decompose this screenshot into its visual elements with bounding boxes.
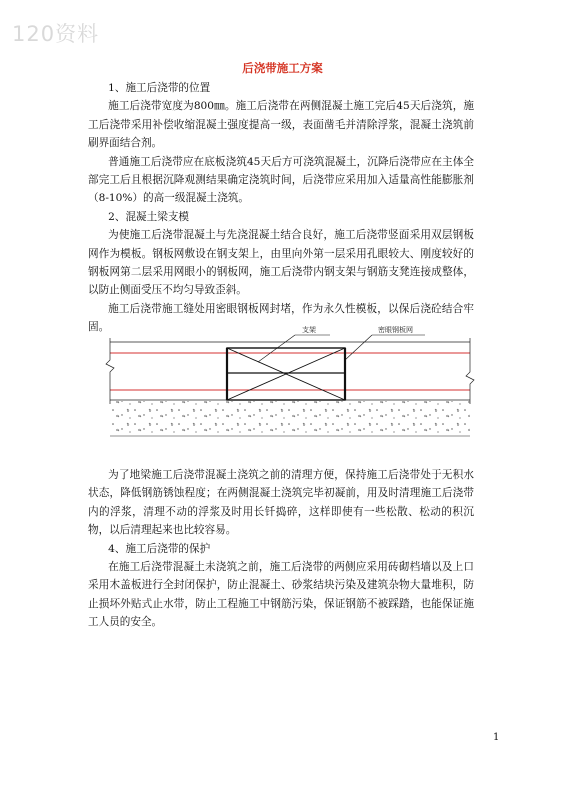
paragraph: 施工后浇带宽度为800㎜。施工后浇带在两侧混凝土施工完后45天后浇筑，施工后浇带采用补偿收缩混凝土强度提高一级，表面凿毛并清除浮浆，混凝土浇筑前刷界面结合剂。	[88, 100, 474, 150]
break-mark-left	[106, 338, 114, 404]
steel-support-frame	[227, 348, 345, 400]
document-title: 后浇带施工方案	[242, 61, 323, 75]
paragraph: 普通施工后浇带应在底板浇筑45天后方可浇筑混凝土，沉降后浇带应在主体全部完工后且根据沉降观测结果确定浇筑时间，后浇带应采用加入适量高性能膨胀剂（8-10%）的高一级混凝土浇筑。	[88, 155, 474, 205]
text-block-2	[88, 466, 474, 632]
label-support: 支架	[302, 326, 316, 334]
text-block-1	[88, 79, 474, 337]
paragraph: 为了地梁施工后浇带混凝土浇筑之前的清理方便，保持施工后浇带处于无积水状态，降低钢筋锈蚀程度；在两侧混凝土浇筑完毕初凝前，用及时清理施工后浇带内的浮浆，清理不动的浮浆及时用长钎捣碎，这样即使有一些松散、松动的积沉物，以后清理起来也比较容易。	[88, 469, 474, 537]
paragraph: 为使施工后浇带混凝土与先浇混凝土结合良好，施工后浇带竖面采用双层钢板网作为模板。钢板网敷设在钢支架上，由里向外第一层采用孔眼较大、刚度较好的钢板网第二层采用网眼小的钢板网，施工后浇带内钢支架与钢筋支凳连接成整体，以防止侧面受压不均匀导致歪斜。	[88, 229, 474, 297]
label-mesh: 密眼钢板网	[378, 326, 413, 334]
page-number: 1	[493, 732, 500, 743]
paragraph: 施工后浇带施工缝处用密眼钢板网封堵，作为永久性模板，以保后浇砼结合牢固。	[88, 302, 474, 334]
break-mark-right	[466, 338, 474, 404]
heading-4: 4、施工后浇带的保护	[108, 542, 211, 555]
paragraph: 在施工后浇带混凝土未浇筑之前，施工后浇带的两侧应采用砖砌档墙以及上口采用木盖板进行全封闭保护，防止混凝土、砂浆结块污染及建筑杂物大量堆积，防止损坏外贴式止水带，防止工程施工中钢筋污染，保证钢筋不被踩踏，也能保证施工人员的安全。	[88, 561, 474, 629]
heading-1: 1、施工后浇带的位置	[108, 82, 211, 94]
gravel-base	[110, 401, 470, 435]
heading-2: 2、混凝土梁支模	[108, 210, 190, 223]
watermark: 120资料	[12, 22, 100, 46]
